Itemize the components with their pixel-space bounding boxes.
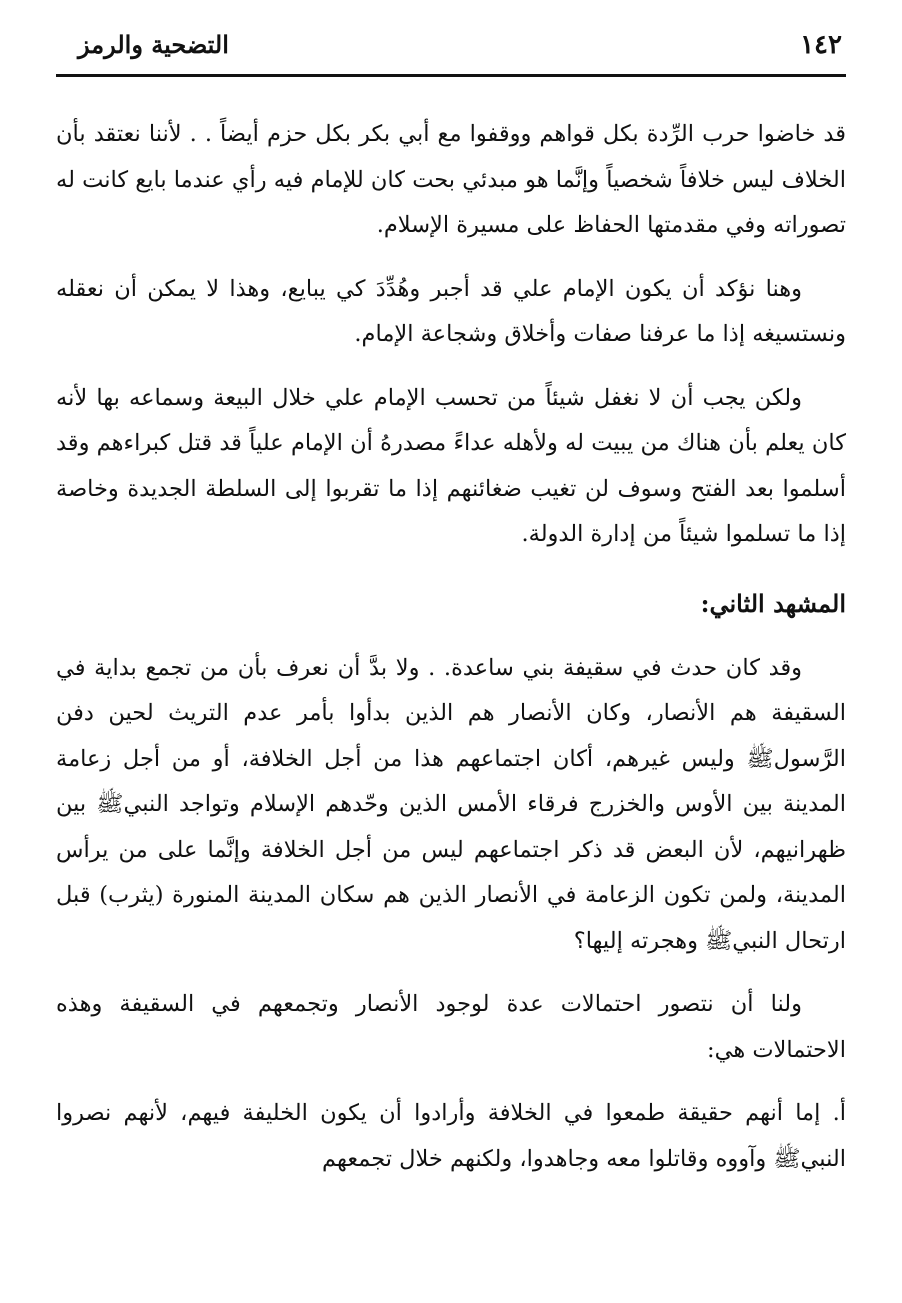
paragraph-4: وقد كان حدث في سقيفة بني ساعدة. . ولا بدَّ أن نعرف بأن من تجمع بداية في السقيفة هم الأنصار، وكان الأنصار هم الذين بدأوا بأمر عدم التريث لحين دفن الرَّسولﷺ وليس غيرهم، أكان اجتماعهم هذا من أجل الخلافة، أو من أجل زعامة المدينة بين الأوس والخزرج فرقاء الأمس الذين وحّدهم الإسلام وتواجد النبيﷺ بين ظهرانيهم، لأن البعض قد ذكر اجتماعهم ليس من أجل الخلافة وإنَّما على من يرأس المدينة، ولمن تكون الزعامة في الأنصار الذين هم سكان المدينة المنورة (يثرب) قبل ارتحال النبيﷺ وهجرته إليها؟ — [56, 654, 846, 954]
section-heading: المشهد الثاني: — [700, 588, 846, 618]
page-header — [56, 28, 846, 77]
page-number: ١٤٢ — [800, 30, 842, 60]
page-body — [56, 112, 846, 1200]
paragraph-5: ولنا أن نتصور احتمالات عدة لوجود الأنصار وتجمعهم في السقيفة وهذه الاحتمالات هي: — [56, 991, 846, 1063]
list-item-a: أ. إما أنهم حقيقة طمعوا في الخلافة وأرادوا أن يكون الخليفة فيهم، لأنهم نصروا النبيﷺ وآووه وقاتلوا معه وجاهدوا، ولكنهم خلال تجمعهم — [56, 1100, 846, 1172]
paragraph-1: قد خاضوا حرب الرِّدة بكل قواهم ووقفوا مع أبي بكر بكل حزم أيضاً . . لأننا نعتقد بأن الخلاف ليس خلافاً شخصياً وإنَّما هو مبدئي بحت كان للإمام فيه رأي عندما بايع كانت له تصوراته وفي مقدمتها الحفاظ على مسيرة الإسلام. — [56, 121, 846, 238]
running-title: التضحية والرمز — [78, 30, 229, 59]
paragraph-3: ولكن يجب أن لا نغفل شيئاً من تحسب الإمام علي خلال البيعة وسماعه بها لأنه كان يعلم بأن هناك من يبيت له ولأهله عداءً مصدرهُ أن الإمام علياً قد قتل كبراءهم وقد أسلموا بعد الفتح وسوف لن تغيب ضغائنهم إذا ما تقربوا إلى السلطة الجديدة وخاصة إذا ما تسلموا شيئاً من إدارة الدولة. — [56, 384, 846, 547]
paragraph-2: وهنا نؤكد أن يكون الإمام علي قد أجبر وهُدِّدَ كي يبايع، وهذا لا يمكن أن نعقله ونستسيغه إذا ما عرفنا صفات وأخلاق وشجاعة الإمام. — [56, 275, 846, 347]
